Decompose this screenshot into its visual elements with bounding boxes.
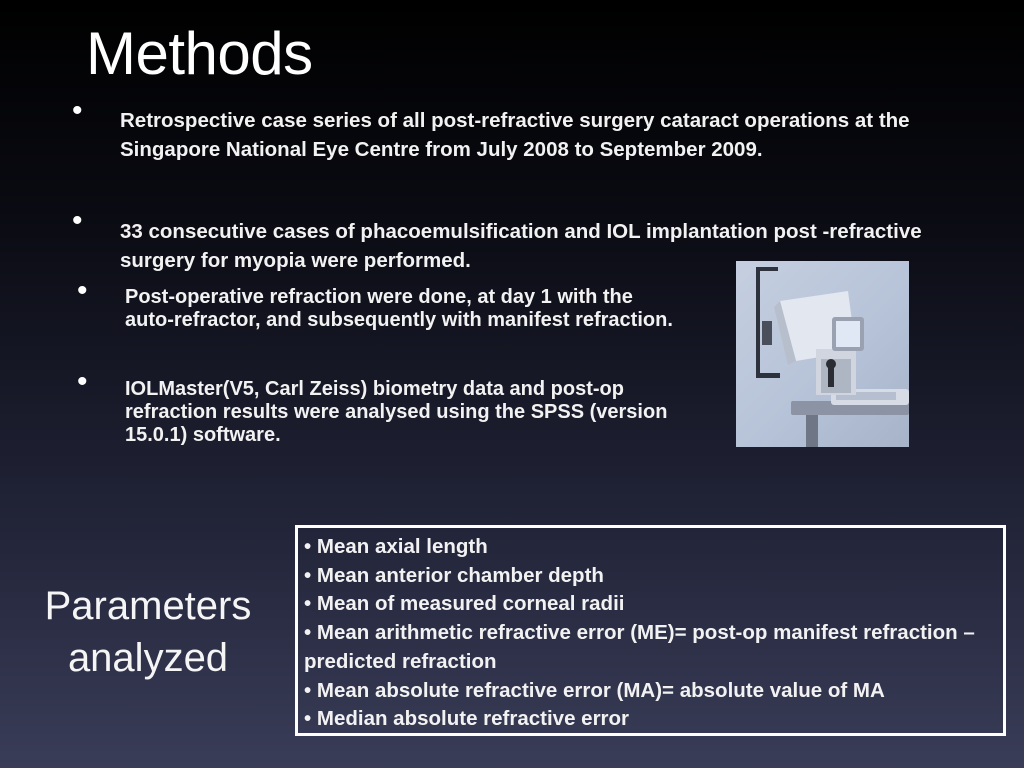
parameter-item: • Mean arithmetic refractive error (ME)= post-op manifest refraction – predicted refraction [304,621,975,673]
bullet-dot-3: • [77,274,88,307]
bullet-text-4: IOLMaster(V5, Carl Zeiss) biometry data and post-op refraction results were analysed using the SPSS (version 15.0.1) software. [125,378,668,446]
bullet-dot-2: • [72,204,83,237]
autorefractor-device-photo [736,261,909,447]
parameter-item: • Median absolute refractive error [304,707,630,731]
bullet-dot-4: • [77,365,88,398]
parameter-item: • Mean anterior chamber depth [304,563,604,587]
parameters-box [295,525,1006,736]
parameter-item: • Mean of measured corneal radii [304,592,625,616]
parameter-item: • Mean axial length [304,535,488,558]
bullet-text-3: Post-operative refraction were done, at day 1 with the auto-refractor, and subsequently with manifest refraction. [125,286,673,331]
bullet-text-2: 33 consecutive cases of phacoemulsification and IOL implantation post -refractive surgery for myopia were performed. [120,220,922,272]
parameters-heading-line2: analyzed [67,636,229,680]
parameters-heading-line1: Parameters [44,584,252,628]
slide-title: Methods [86,20,313,87]
bullet-text-1: Retrospective case series of all post-refractive surgery cataract operations at the Singapore National Eye Centre from July 2008 to September 2009. [120,109,910,161]
autorefractor-device-icon [736,261,909,447]
parameter-item: • Mean absolute refractive error (MA)= absolute value of MA [304,678,885,702]
bullet-dot-1: • [72,94,83,127]
parameters-heading [18,580,278,684]
